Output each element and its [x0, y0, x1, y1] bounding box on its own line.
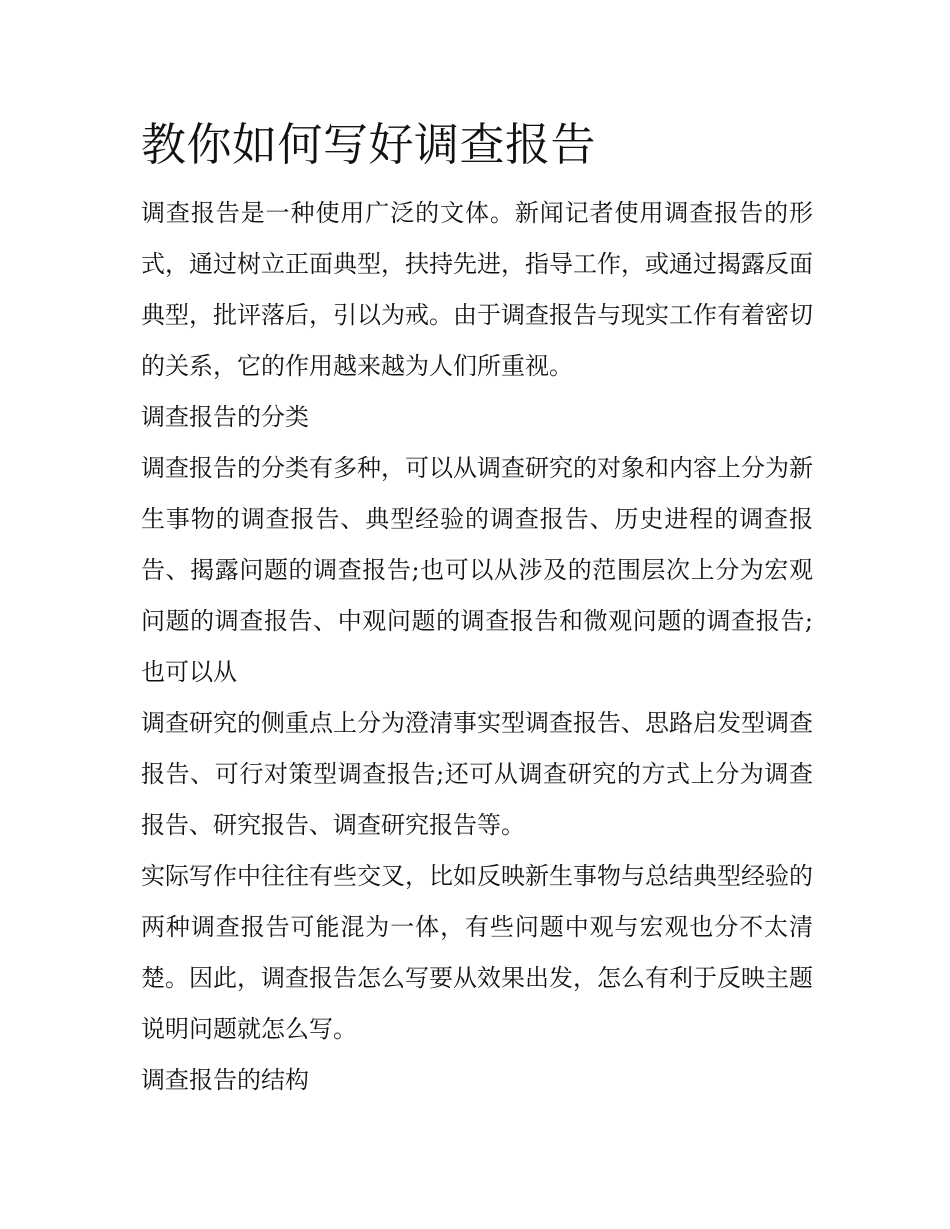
paragraph-classification: 调查报告的分类有多种，可以从调查研究的对象和内容上分为新生事物的调查报告、典型经验的调查报告、历史进程的调查报告、揭露问题的调查报告;也可以从涉及的范围层次上分为宏观问题的调查报告、中观问题的调查报告和微观问题的调查报告;也可以从: [141, 454, 813, 686]
paragraph-intro: 调查报告是一种使用广泛的文体。新闻记者使用调查报告的形式，通过树立正面典型，扶持先进，指导工作，或通过揭露反面典型，批评落后，引以为戒。由于调查报告与现实工作有着密切的关系，它的作用越来越为人们所重视。: [141, 199, 813, 380]
document-title: 教你如何写好调查报告: [141, 118, 597, 171]
paragraph-practice: 实际写作中往往有些交叉，比如反映新生事物与总结典型经验的两种调查报告可能混为一体，有些问题中观与宏观也分不太清楚。因此，调查报告怎么写要从效果出发，怎么有利于反映主题说明问题就怎么写。: [141, 862, 813, 1043]
section-heading-classification: 调查报告的分类: [141, 403, 309, 431]
section-heading-structure: 调查报告的结构: [141, 1066, 309, 1094]
document-body: [141, 112, 813, 1106]
paragraph-classification-continued: 调查研究的侧重点上分为澄清事实型调查报告、思路启发型调查报告、可行对策型调查报告;还可从调查研究的方式上分为调查报告、研究报告、调查研究报告等。: [141, 709, 813, 839]
